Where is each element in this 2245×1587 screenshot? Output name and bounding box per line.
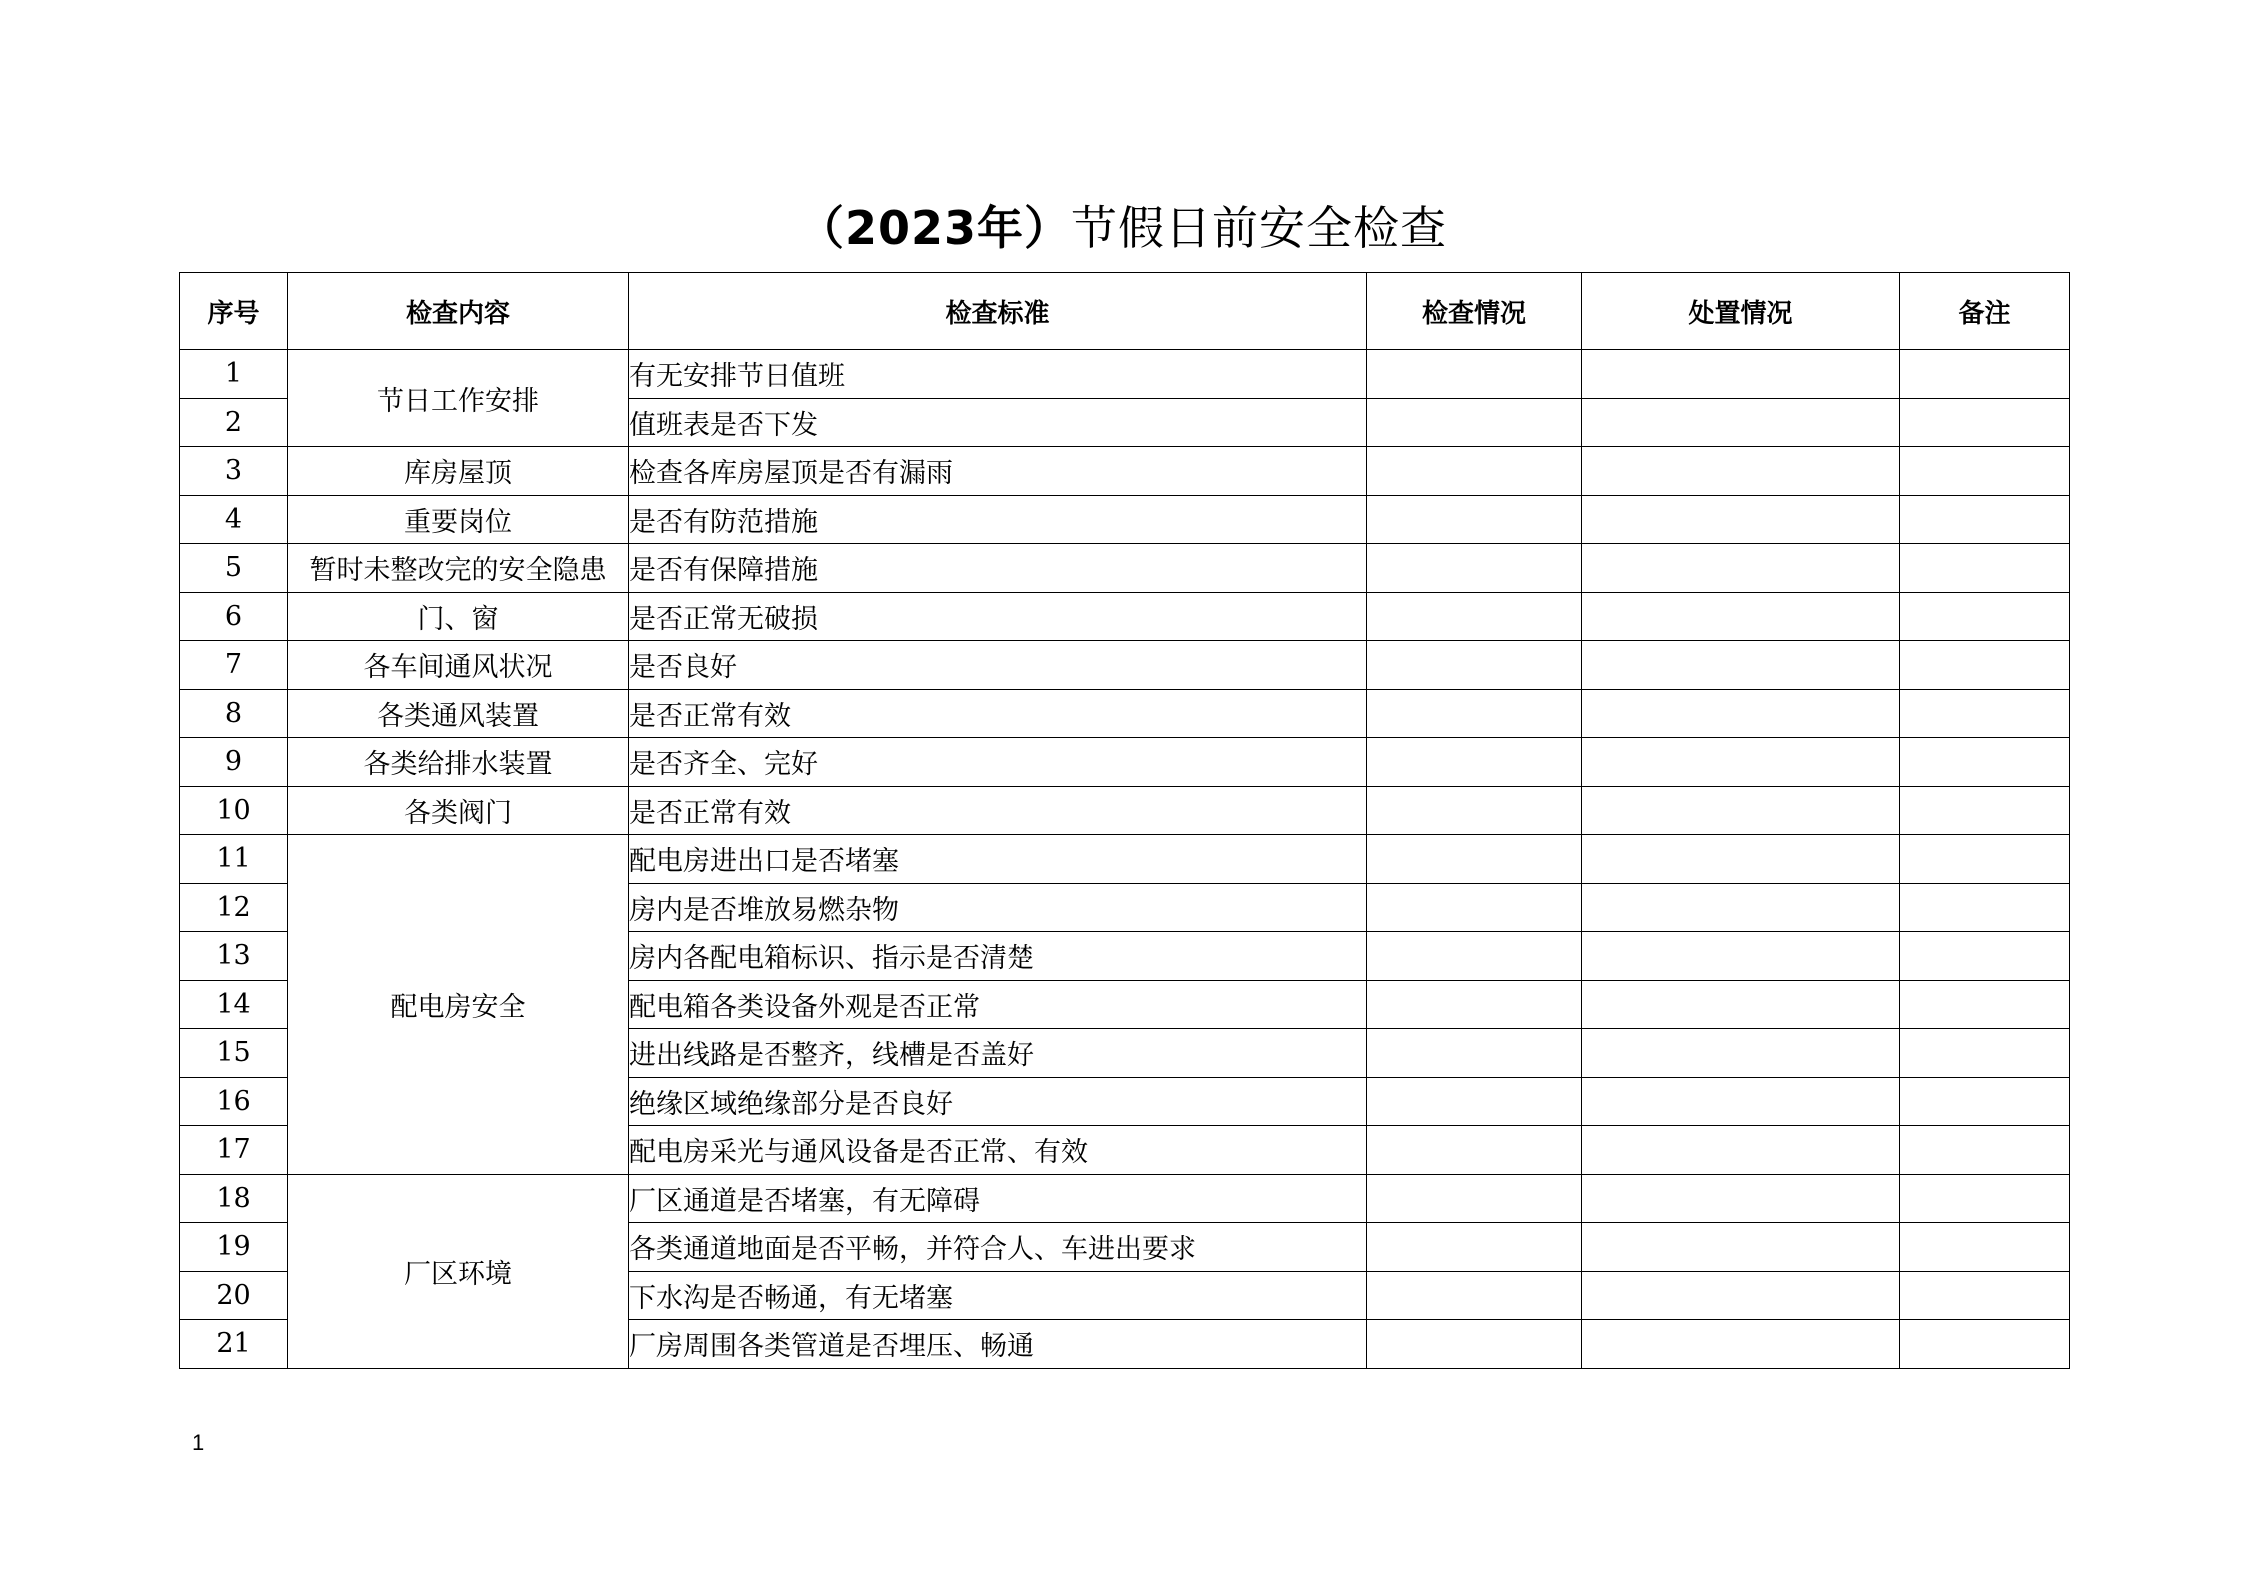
check-item: 各类给排水装置 bbox=[288, 738, 629, 787]
result-cell[interactable] bbox=[1367, 738, 1582, 787]
check-standard: 配电房进出口是否堵塞 bbox=[629, 835, 1367, 884]
row-number: 2 bbox=[180, 398, 288, 447]
result-cell[interactable] bbox=[1367, 689, 1582, 738]
page-number: 1 bbox=[192, 1430, 205, 1455]
result-cell[interactable] bbox=[1367, 1174, 1582, 1223]
action-cell[interactable] bbox=[1582, 592, 1900, 641]
row-number: 13 bbox=[180, 932, 288, 981]
page-title bbox=[0, 198, 2245, 258]
action-cell[interactable] bbox=[1582, 835, 1900, 884]
action-cell[interactable] bbox=[1582, 883, 1900, 932]
result-cell[interactable] bbox=[1367, 1223, 1582, 1272]
check-standard: 是否正常无破损 bbox=[629, 592, 1367, 641]
header-standard: 检查标准 bbox=[629, 273, 1367, 350]
result-cell[interactable] bbox=[1367, 592, 1582, 641]
table-row bbox=[180, 350, 2070, 399]
remark-cell[interactable] bbox=[1900, 1126, 2070, 1175]
remark-cell[interactable] bbox=[1900, 641, 2070, 690]
result-cell[interactable] bbox=[1367, 883, 1582, 932]
remark-cell[interactable] bbox=[1900, 1223, 2070, 1272]
remark-cell[interactable] bbox=[1900, 1174, 2070, 1223]
title-main: 节假日前安全检查 bbox=[1071, 201, 1448, 255]
action-cell[interactable] bbox=[1582, 495, 1900, 544]
check-standard: 下水沟是否畅通，有无堵塞 bbox=[629, 1271, 1367, 1320]
row-number: 10 bbox=[180, 786, 288, 835]
result-cell[interactable] bbox=[1367, 447, 1582, 496]
row-number: 1 bbox=[180, 350, 288, 399]
result-cell[interactable] bbox=[1367, 1029, 1582, 1078]
row-number: 16 bbox=[180, 1077, 288, 1126]
row-number: 11 bbox=[180, 835, 288, 884]
row-number: 15 bbox=[180, 1029, 288, 1078]
action-cell[interactable] bbox=[1582, 350, 1900, 399]
check-item: 各类阀门 bbox=[288, 786, 629, 835]
checklist-table bbox=[179, 272, 2070, 1369]
row-number: 17 bbox=[180, 1126, 288, 1175]
table-row bbox=[180, 495, 2070, 544]
check-item: 配电房安全 bbox=[288, 835, 629, 1175]
action-cell[interactable] bbox=[1582, 398, 1900, 447]
row-number: 19 bbox=[180, 1223, 288, 1272]
remark-cell[interactable] bbox=[1900, 689, 2070, 738]
check-item: 暂时未整改完的安全隐患 bbox=[288, 544, 629, 593]
action-cell[interactable] bbox=[1582, 1126, 1900, 1175]
header-row bbox=[180, 273, 2070, 350]
row-number: 8 bbox=[180, 689, 288, 738]
result-cell[interactable] bbox=[1367, 1126, 1582, 1175]
action-cell[interactable] bbox=[1582, 641, 1900, 690]
remark-cell[interactable] bbox=[1900, 786, 2070, 835]
header-remark: 备注 bbox=[1900, 273, 2070, 350]
header-item: 检查内容 bbox=[288, 273, 629, 350]
remark-cell[interactable] bbox=[1900, 932, 2070, 981]
check-item: 厂区环境 bbox=[288, 1174, 629, 1368]
remark-cell[interactable] bbox=[1900, 495, 2070, 544]
table-row bbox=[180, 835, 2070, 884]
action-cell[interactable] bbox=[1582, 1271, 1900, 1320]
action-cell[interactable] bbox=[1582, 1223, 1900, 1272]
action-cell[interactable] bbox=[1582, 1174, 1900, 1223]
row-number: 6 bbox=[180, 592, 288, 641]
result-cell[interactable] bbox=[1367, 835, 1582, 884]
row-number: 4 bbox=[180, 495, 288, 544]
action-cell[interactable] bbox=[1582, 544, 1900, 593]
check-standard: 检查各库房屋顶是否有漏雨 bbox=[629, 447, 1367, 496]
action-cell[interactable] bbox=[1582, 786, 1900, 835]
table-row bbox=[180, 592, 2070, 641]
action-cell[interactable] bbox=[1582, 447, 1900, 496]
action-cell[interactable] bbox=[1582, 1029, 1900, 1078]
remark-cell[interactable] bbox=[1900, 398, 2070, 447]
remark-cell[interactable] bbox=[1900, 350, 2070, 399]
check-standard: 值班表是否下发 bbox=[629, 398, 1367, 447]
row-number: 20 bbox=[180, 1271, 288, 1320]
row-number: 5 bbox=[180, 544, 288, 593]
remark-cell[interactable] bbox=[1900, 738, 2070, 787]
check-standard: 是否齐全、完好 bbox=[629, 738, 1367, 787]
remark-cell[interactable] bbox=[1900, 544, 2070, 593]
header-no: 序号 bbox=[180, 273, 288, 350]
result-cell[interactable] bbox=[1367, 495, 1582, 544]
result-cell[interactable] bbox=[1367, 544, 1582, 593]
table-row bbox=[180, 689, 2070, 738]
remark-cell[interactable] bbox=[1900, 1077, 2070, 1126]
remark-cell[interactable] bbox=[1900, 883, 2070, 932]
result-cell[interactable] bbox=[1367, 398, 1582, 447]
table-body bbox=[180, 350, 2070, 1369]
check-standard: 绝缘区域绝缘部分是否良好 bbox=[629, 1077, 1367, 1126]
row-number: 14 bbox=[180, 980, 288, 1029]
table-row bbox=[180, 738, 2070, 787]
check-standard: 房内各配电箱标识、指示是否清楚 bbox=[629, 932, 1367, 981]
check-item: 各类通风装置 bbox=[288, 689, 629, 738]
check-standard: 是否正常有效 bbox=[629, 689, 1367, 738]
table-row bbox=[180, 641, 2070, 690]
check-standard: 各类通道地面是否平畅，并符合人、车进出要求 bbox=[629, 1223, 1367, 1272]
check-standard: 是否良好 bbox=[629, 641, 1367, 690]
result-cell[interactable] bbox=[1367, 1271, 1582, 1320]
row-number: 21 bbox=[180, 1320, 288, 1369]
header-result: 检查情况 bbox=[1367, 273, 1582, 350]
result-cell[interactable] bbox=[1367, 980, 1582, 1029]
row-number: 12 bbox=[180, 883, 288, 932]
action-cell[interactable] bbox=[1582, 689, 1900, 738]
result-cell[interactable] bbox=[1367, 350, 1582, 399]
result-cell[interactable] bbox=[1367, 641, 1582, 690]
result-cell[interactable] bbox=[1367, 786, 1582, 835]
check-standard: 进出线路是否整齐，线槽是否盖好 bbox=[629, 1029, 1367, 1078]
result-cell[interactable] bbox=[1367, 1320, 1582, 1369]
table-row bbox=[180, 544, 2070, 593]
table-row bbox=[180, 786, 2070, 835]
check-standard: 是否有防范措施 bbox=[629, 495, 1367, 544]
check-item: 节日工作安排 bbox=[288, 350, 629, 447]
result-cell[interactable] bbox=[1367, 1077, 1582, 1126]
action-cell[interactable] bbox=[1582, 932, 1900, 981]
check-standard: 是否有保障措施 bbox=[629, 544, 1367, 593]
remark-cell[interactable] bbox=[1900, 592, 2070, 641]
remark-cell[interactable] bbox=[1900, 1029, 2070, 1078]
action-cell[interactable] bbox=[1582, 738, 1900, 787]
check-standard: 厂房周围各类管道是否埋压、畅通 bbox=[629, 1320, 1367, 1369]
check-item: 各车间通风状况 bbox=[288, 641, 629, 690]
remark-cell[interactable] bbox=[1900, 1320, 2070, 1369]
action-cell[interactable] bbox=[1582, 980, 1900, 1029]
check-standard: 是否正常有效 bbox=[629, 786, 1367, 835]
check-standard: 配电箱各类设备外观是否正常 bbox=[629, 980, 1367, 1029]
table-row bbox=[180, 1174, 2070, 1223]
remark-cell[interactable] bbox=[1900, 835, 2070, 884]
check-standard: 配电房采光与通风设备是否正常、有效 bbox=[629, 1126, 1367, 1175]
row-number: 3 bbox=[180, 447, 288, 496]
check-item: 门、窗 bbox=[288, 592, 629, 641]
remark-cell[interactable] bbox=[1900, 1271, 2070, 1320]
title-prefix: （2023年） bbox=[797, 201, 1072, 255]
action-cell[interactable] bbox=[1582, 1077, 1900, 1126]
check-standard: 房内是否堆放易燃杂物 bbox=[629, 883, 1367, 932]
remark-cell[interactable] bbox=[1900, 447, 2070, 496]
result-cell[interactable] bbox=[1367, 932, 1582, 981]
table-row bbox=[180, 447, 2070, 496]
row-number: 7 bbox=[180, 641, 288, 690]
check-item: 重要岗位 bbox=[288, 495, 629, 544]
row-number: 18 bbox=[180, 1174, 288, 1223]
check-standard: 厂区通道是否堵塞，有无障碍 bbox=[629, 1174, 1367, 1223]
check-item: 库房屋顶 bbox=[288, 447, 629, 496]
row-number: 9 bbox=[180, 738, 288, 787]
remark-cell[interactable] bbox=[1900, 980, 2070, 1029]
header-action: 处置情况 bbox=[1582, 273, 1900, 350]
action-cell[interactable] bbox=[1582, 1320, 1900, 1369]
check-standard: 有无安排节日值班 bbox=[629, 350, 1367, 399]
